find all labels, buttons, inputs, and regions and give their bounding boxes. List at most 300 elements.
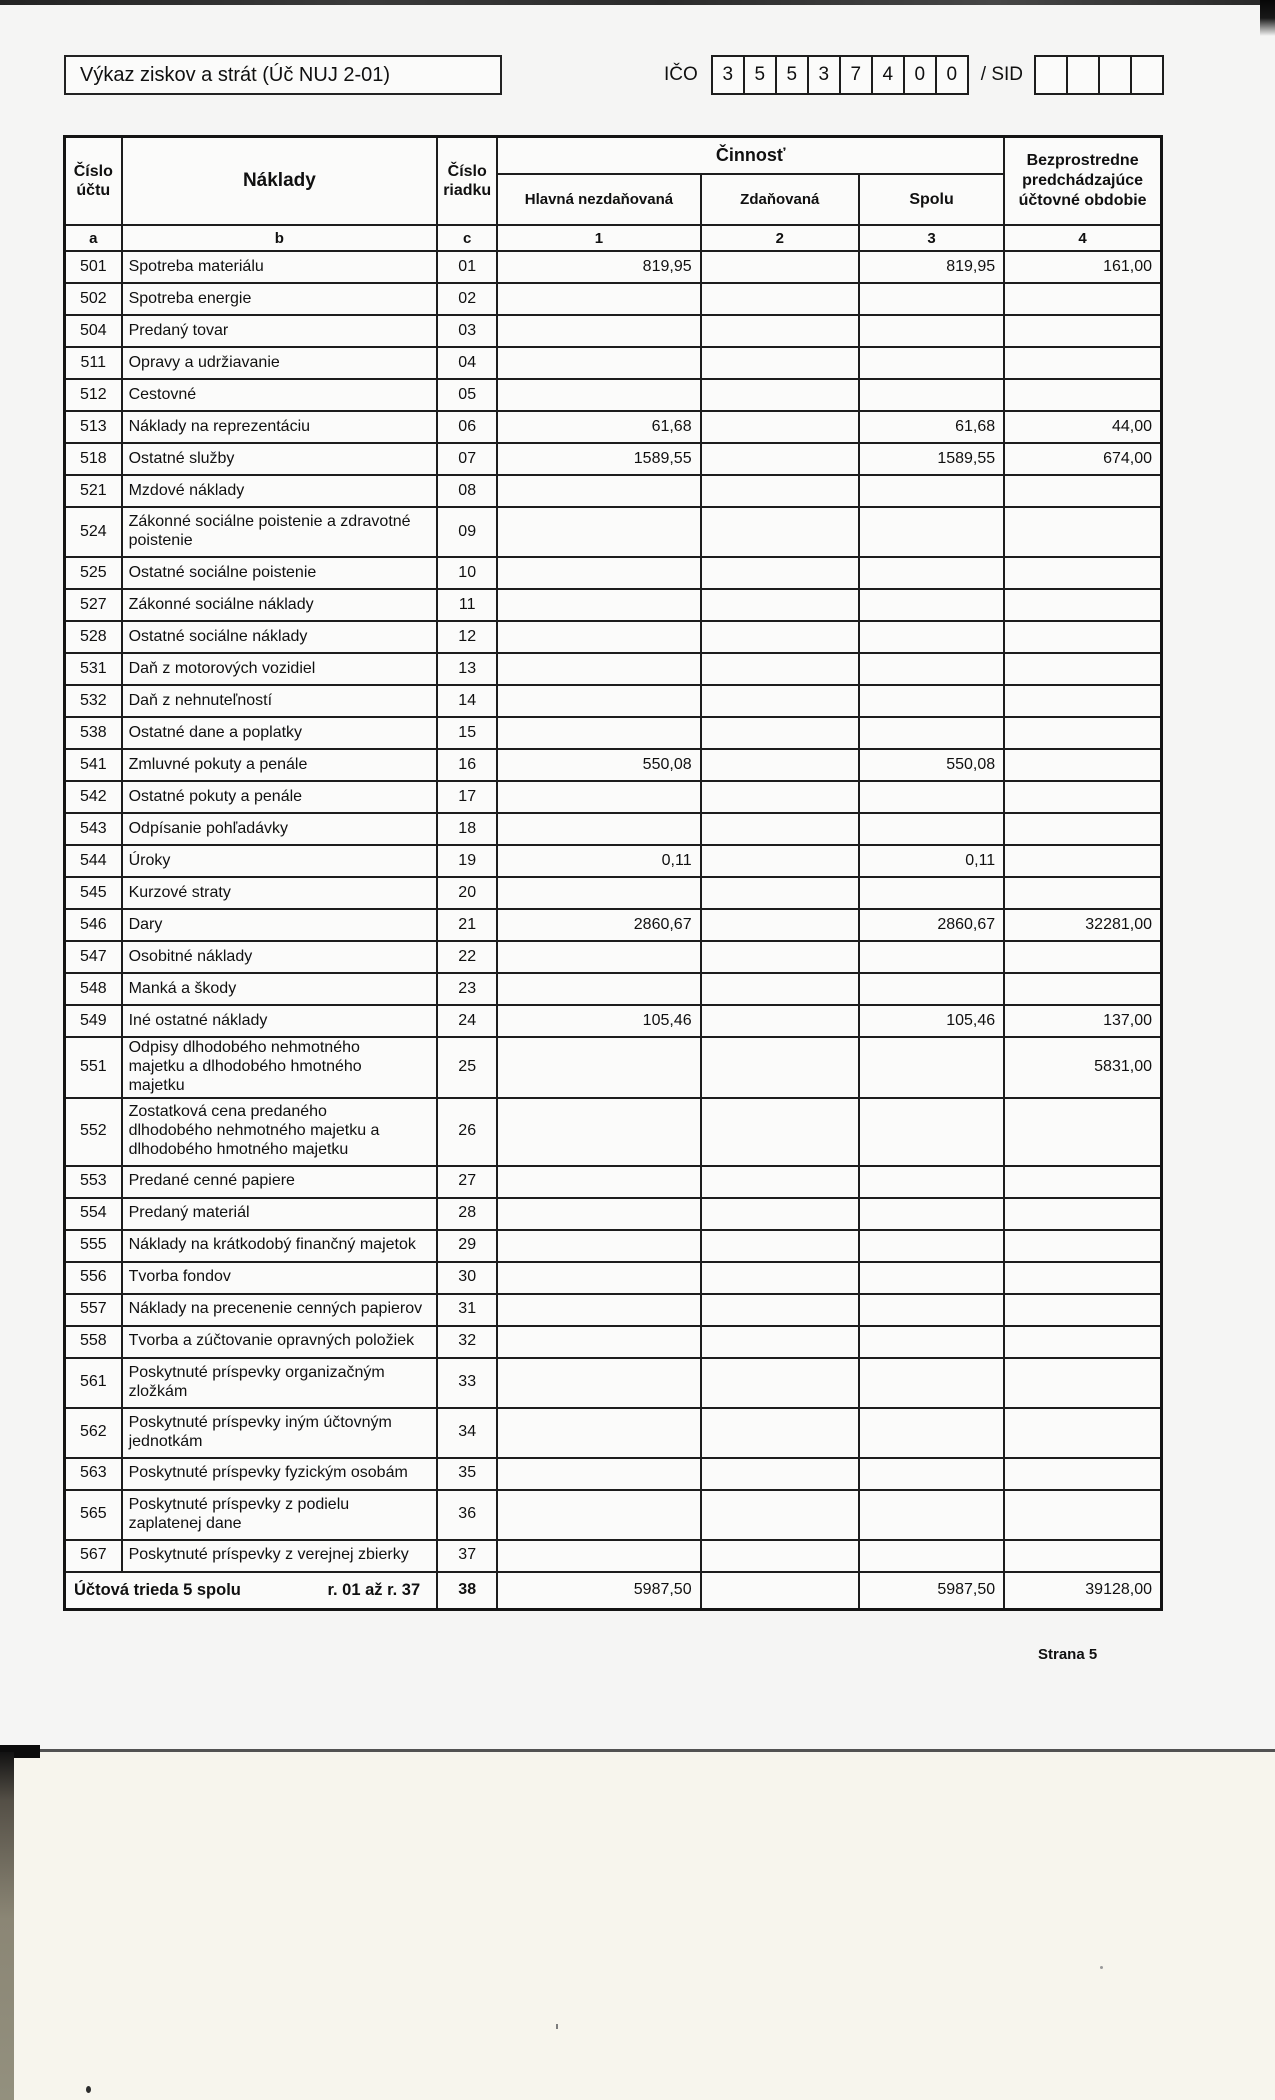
row-number-cell: 36 bbox=[437, 1490, 497, 1540]
account-number-cell: 527 bbox=[65, 589, 122, 621]
main-activity-value-cell bbox=[497, 877, 700, 909]
taxed-activity-value-cell bbox=[701, 1037, 859, 1098]
taxed-activity-value-cell bbox=[701, 1198, 859, 1230]
expense-label-cell: Zákonné sociálne náklady bbox=[122, 589, 438, 621]
table-row bbox=[65, 813, 1162, 845]
main-activity-value-cell bbox=[497, 315, 700, 347]
activity-total-value-cell bbox=[859, 1408, 1004, 1458]
main-activity-value-cell bbox=[497, 589, 700, 621]
main-activity-value-cell bbox=[497, 475, 700, 507]
prev-period-value-cell bbox=[1004, 1166, 1161, 1198]
row-number-cell: 18 bbox=[437, 813, 497, 845]
account-number-cell: 557 bbox=[65, 1294, 122, 1326]
account-number-cell: 552 bbox=[65, 1098, 122, 1166]
main-activity-value-cell: 550,08 bbox=[497, 749, 700, 781]
ico-digit-box: 7 bbox=[839, 55, 873, 95]
expense-label-cell: Iné ostatné náklady bbox=[122, 1005, 438, 1037]
taxed-activity-value-cell bbox=[701, 717, 859, 749]
taxed-activity-value-cell bbox=[701, 1540, 859, 1572]
row-number-cell: 07 bbox=[437, 443, 497, 475]
table-row bbox=[65, 251, 1162, 283]
taxed-activity-value-cell bbox=[701, 1490, 859, 1540]
table-row bbox=[65, 379, 1162, 411]
activity-total-value-cell bbox=[859, 347, 1004, 379]
column-letter: 3 bbox=[859, 225, 1004, 251]
table-row bbox=[65, 1005, 1162, 1037]
scan-artifact-speck bbox=[86, 2086, 91, 2093]
activity-total-value-cell: 2860,67 bbox=[859, 909, 1004, 941]
account-number-cell: 545 bbox=[65, 877, 122, 909]
table-row bbox=[65, 443, 1162, 475]
prev-period-value-cell: 44,00 bbox=[1004, 411, 1161, 443]
prev-period-value-cell: 32281,00 bbox=[1004, 909, 1161, 941]
activity-total-value-cell bbox=[859, 813, 1004, 845]
sid-box bbox=[1034, 55, 1068, 95]
expense-label-cell: Zostatková cena predaného dlhodobého nehmotného majetku a dlhodobého hmotného majetku bbox=[122, 1098, 438, 1166]
expense-label-cell: Poskytnuté príspevky z podielu zaplatenej dane bbox=[122, 1490, 438, 1540]
taxed-activity-value-cell bbox=[701, 909, 859, 941]
taxed-activity-value-cell bbox=[701, 507, 859, 557]
table-row bbox=[65, 1230, 1162, 1262]
account-number-cell: 532 bbox=[65, 685, 122, 717]
taxed-activity-value-cell bbox=[701, 1458, 859, 1490]
account-number-cell: 553 bbox=[65, 1166, 122, 1198]
expense-label-cell: Tvorba a zúčtovanie opravných položiek bbox=[122, 1326, 438, 1358]
header-activity-taxed: Zdaňovaná bbox=[701, 174, 859, 225]
taxed-activity-value-cell bbox=[701, 379, 859, 411]
row-number-cell: 14 bbox=[437, 685, 497, 717]
table-row bbox=[65, 781, 1162, 813]
expense-label-cell: Ostatné sociálne náklady bbox=[122, 621, 438, 653]
row-number-cell: 31 bbox=[437, 1294, 497, 1326]
main-activity-value-cell bbox=[497, 941, 700, 973]
expense-label-cell: Ostatné sociálne poistenie bbox=[122, 557, 438, 589]
activity-total-value-cell bbox=[859, 717, 1004, 749]
prev-period-value-cell bbox=[1004, 315, 1161, 347]
activity-total-value-cell bbox=[859, 283, 1004, 315]
expense-label-cell: Náklady na krátkodobý finančný majetok bbox=[122, 1230, 438, 1262]
taxed-activity-value-cell bbox=[701, 589, 859, 621]
prev-period-value-cell bbox=[1004, 1294, 1161, 1326]
expense-label-cell: Ostatné služby bbox=[122, 443, 438, 475]
header-activity-total: Spolu bbox=[859, 174, 1004, 225]
account-number-cell: 546 bbox=[65, 909, 122, 941]
prev-period-value-cell bbox=[1004, 749, 1161, 781]
prev-period-value-cell bbox=[1004, 1230, 1161, 1262]
main-activity-value-cell bbox=[497, 1490, 700, 1540]
taxed-activity-value-cell bbox=[701, 813, 859, 845]
ico-digit-box: 0 bbox=[935, 55, 969, 95]
taxed-activity-value-cell bbox=[701, 557, 859, 589]
row-number-cell: 01 bbox=[437, 251, 497, 283]
expense-label-cell: Poskytnuté príspevky iným účtovným jednotkám bbox=[122, 1408, 438, 1458]
expense-label-cell: Spotreba materiálu bbox=[122, 251, 438, 283]
activity-total-value-cell bbox=[859, 1262, 1004, 1294]
activity-total-value-cell bbox=[859, 877, 1004, 909]
main-activity-value-cell bbox=[497, 1098, 700, 1166]
account-number-cell: 513 bbox=[65, 411, 122, 443]
taxed-activity-value-cell bbox=[701, 685, 859, 717]
activity-total-value-cell bbox=[859, 1294, 1004, 1326]
row-number-cell: 35 bbox=[437, 1458, 497, 1490]
row-number-cell: 10 bbox=[437, 557, 497, 589]
ico-digit-boxes bbox=[711, 55, 969, 95]
row-number-cell: 22 bbox=[437, 941, 497, 973]
total-label-cell bbox=[65, 1572, 438, 1610]
total-main-value-cell: 5987,50 bbox=[497, 1572, 700, 1610]
prev-period-value-cell bbox=[1004, 1490, 1161, 1540]
activity-total-value-cell: 0,11 bbox=[859, 845, 1004, 877]
column-letter: 2 bbox=[701, 225, 859, 251]
row-number-cell: 27 bbox=[437, 1166, 497, 1198]
prev-period-value-cell bbox=[1004, 557, 1161, 589]
prev-period-value-cell bbox=[1004, 1198, 1161, 1230]
row-number-cell: 02 bbox=[437, 283, 497, 315]
table-row bbox=[65, 1098, 1162, 1166]
account-number-cell: 502 bbox=[65, 283, 122, 315]
account-number-cell: 563 bbox=[65, 1458, 122, 1490]
main-activity-value-cell bbox=[497, 1230, 700, 1262]
expense-table-header bbox=[65, 137, 1162, 252]
taxed-activity-value-cell bbox=[701, 653, 859, 685]
main-activity-value-cell bbox=[497, 283, 700, 315]
taxed-activity-value-cell bbox=[701, 621, 859, 653]
account-number-cell: 531 bbox=[65, 653, 122, 685]
table-row bbox=[65, 685, 1162, 717]
expense-label-cell: Poskytnuté príspevky z verejnej zbierky bbox=[122, 1540, 438, 1572]
expense-label-cell: Cestovné bbox=[122, 379, 438, 411]
scan-artifact-speck bbox=[1100, 1966, 1103, 1969]
table-row bbox=[65, 653, 1162, 685]
expense-label-cell: Predaný materiál bbox=[122, 1198, 438, 1230]
main-activity-value-cell bbox=[497, 1358, 700, 1408]
column-letter: b bbox=[122, 225, 438, 251]
activity-total-value-cell bbox=[859, 1198, 1004, 1230]
taxed-activity-value-cell bbox=[701, 283, 859, 315]
taxed-activity-value-cell bbox=[701, 1230, 859, 1262]
prev-period-value-cell: 137,00 bbox=[1004, 1005, 1161, 1037]
activity-total-value-cell bbox=[859, 973, 1004, 1005]
expense-label-cell: Ostatné dane a poplatky bbox=[122, 717, 438, 749]
total-prev-value-cell: 39128,00 bbox=[1004, 1572, 1161, 1610]
taxed-activity-value-cell bbox=[701, 1408, 859, 1458]
header-activity-main: Hlavná nezdaňovaná bbox=[497, 174, 700, 225]
account-number-cell: 543 bbox=[65, 813, 122, 845]
account-number-cell: 549 bbox=[65, 1005, 122, 1037]
account-number-cell: 504 bbox=[65, 315, 122, 347]
activity-total-value-cell bbox=[859, 1540, 1004, 1572]
prev-period-value-cell bbox=[1004, 685, 1161, 717]
table-row bbox=[65, 1198, 1162, 1230]
taxed-activity-value-cell bbox=[701, 1294, 859, 1326]
row-number-cell: 34 bbox=[437, 1408, 497, 1458]
main-activity-value-cell: 61,68 bbox=[497, 411, 700, 443]
account-number-cell: 567 bbox=[65, 1540, 122, 1572]
total-label: Účtová trieda 5 spolu bbox=[74, 1580, 241, 1599]
row-number-cell: 30 bbox=[437, 1262, 497, 1294]
prev-period-value-cell bbox=[1004, 1326, 1161, 1358]
ico-digit-box: 4 bbox=[871, 55, 905, 95]
prev-period-value-cell bbox=[1004, 475, 1161, 507]
table-row bbox=[65, 475, 1162, 507]
prev-period-value-cell bbox=[1004, 507, 1161, 557]
ico-digit-box: 5 bbox=[743, 55, 777, 95]
table-row bbox=[65, 283, 1162, 315]
account-number-cell: 518 bbox=[65, 443, 122, 475]
table-row bbox=[65, 845, 1162, 877]
expense-label-cell: Daň z nehnuteľností bbox=[122, 685, 438, 717]
main-activity-value-cell bbox=[497, 973, 700, 1005]
expense-label-cell: Náklady na reprezentáciu bbox=[122, 411, 438, 443]
main-activity-value-cell bbox=[497, 685, 700, 717]
taxed-activity-value-cell bbox=[701, 749, 859, 781]
account-number-cell: 544 bbox=[65, 845, 122, 877]
main-activity-value-cell bbox=[497, 1458, 700, 1490]
taxed-activity-value-cell bbox=[701, 1098, 859, 1166]
table-row bbox=[65, 1326, 1162, 1358]
expense-label-cell: Úroky bbox=[122, 845, 438, 877]
table-row bbox=[65, 1490, 1162, 1540]
main-activity-value-cell bbox=[497, 653, 700, 685]
expense-label-cell: Zmluvné pokuty a penále bbox=[122, 749, 438, 781]
table-row bbox=[65, 1294, 1162, 1326]
activity-total-value-cell bbox=[859, 653, 1004, 685]
row-number-cell: 12 bbox=[437, 621, 497, 653]
sid-boxes bbox=[1034, 55, 1164, 95]
activity-total-value-cell bbox=[859, 1037, 1004, 1098]
account-number-cell: 525 bbox=[65, 557, 122, 589]
account-number-cell: 562 bbox=[65, 1408, 122, 1458]
main-activity-value-cell bbox=[497, 1540, 700, 1572]
ico-digit-box: 5 bbox=[775, 55, 809, 95]
prev-period-value-cell: 674,00 bbox=[1004, 443, 1161, 475]
row-number-cell: 37 bbox=[437, 1540, 497, 1572]
expense-label-cell: Spotreba energie bbox=[122, 283, 438, 315]
taxed-activity-value-cell bbox=[701, 347, 859, 379]
taxed-activity-value-cell bbox=[701, 941, 859, 973]
row-number-cell: 16 bbox=[437, 749, 497, 781]
account-number-cell: 554 bbox=[65, 1198, 122, 1230]
row-number-cell: 11 bbox=[437, 589, 497, 621]
main-activity-value-cell bbox=[497, 507, 700, 557]
prev-period-value-cell bbox=[1004, 283, 1161, 315]
expense-label-cell: Ostatné pokuty a penále bbox=[122, 781, 438, 813]
prev-period-value-cell bbox=[1004, 781, 1161, 813]
table-row bbox=[65, 507, 1162, 557]
expense-table-footer bbox=[65, 1572, 1162, 1610]
account-number-cell: 541 bbox=[65, 749, 122, 781]
row-number-cell: 09 bbox=[437, 507, 497, 557]
header-expenses: Náklady bbox=[122, 137, 438, 226]
table-row bbox=[65, 1262, 1162, 1294]
column-letter: 1 bbox=[497, 225, 700, 251]
ico-digit-box: 3 bbox=[807, 55, 841, 95]
prev-period-value-cell: 161,00 bbox=[1004, 251, 1161, 283]
activity-total-value-cell bbox=[859, 1230, 1004, 1262]
expense-label-cell: Osobitné náklady bbox=[122, 941, 438, 973]
total-taxed-value-cell bbox=[701, 1572, 859, 1610]
main-activity-value-cell bbox=[497, 557, 700, 589]
main-activity-value-cell: 0,11 bbox=[497, 845, 700, 877]
page-number: Strana 5 bbox=[1038, 1646, 1098, 1663]
activity-total-value-cell: 105,46 bbox=[859, 1005, 1004, 1037]
prev-period-value-cell bbox=[1004, 1098, 1161, 1166]
activity-total-value-cell bbox=[859, 507, 1004, 557]
account-number-cell: 511 bbox=[65, 347, 122, 379]
table-row bbox=[65, 973, 1162, 1005]
activity-total-value-cell bbox=[859, 1458, 1004, 1490]
table-row bbox=[65, 1358, 1162, 1408]
scan-artifact-speck bbox=[556, 2024, 558, 2029]
main-activity-value-cell bbox=[497, 1294, 700, 1326]
header-account-no: Číslo účtu bbox=[65, 137, 122, 226]
prev-period-value-cell bbox=[1004, 1458, 1161, 1490]
activity-total-value-cell bbox=[859, 1098, 1004, 1166]
prev-period-value-cell bbox=[1004, 845, 1161, 877]
prev-period-value-cell bbox=[1004, 653, 1161, 685]
prev-period-value-cell bbox=[1004, 621, 1161, 653]
main-activity-value-cell bbox=[497, 1037, 700, 1098]
prev-period-value-cell bbox=[1004, 589, 1161, 621]
account-number-cell: 512 bbox=[65, 379, 122, 411]
account-number-cell: 528 bbox=[65, 621, 122, 653]
taxed-activity-value-cell bbox=[701, 1166, 859, 1198]
total-row bbox=[65, 1572, 1162, 1610]
table-row bbox=[65, 411, 1162, 443]
main-activity-value-cell bbox=[497, 1166, 700, 1198]
main-activity-value-cell bbox=[497, 1326, 700, 1358]
ico-digit-box: 0 bbox=[903, 55, 937, 95]
header-activity: Činnosť bbox=[497, 137, 1004, 175]
main-activity-value-cell bbox=[497, 1198, 700, 1230]
scan-artifact-top-strip bbox=[0, 0, 1275, 5]
expense-label-cell: Poskytnuté príspevky organizačným zložkám bbox=[122, 1358, 438, 1408]
main-activity-value-cell bbox=[497, 347, 700, 379]
table-row bbox=[65, 749, 1162, 781]
prev-period-value-cell bbox=[1004, 1540, 1161, 1572]
form-title: Výkaz ziskov a strát (Úč NUJ 2-01) bbox=[80, 63, 391, 86]
expense-label-cell: Náklady na precenenie cenných papierov bbox=[122, 1294, 438, 1326]
expense-label-cell: Mzdové náklady bbox=[122, 475, 438, 507]
header-prev-period: Bezprostredne predchádzajúce účtovné obdobie bbox=[1004, 137, 1161, 226]
total-total-value-cell: 5987,50 bbox=[859, 1572, 1004, 1610]
activity-total-value-cell bbox=[859, 475, 1004, 507]
sid-box bbox=[1130, 55, 1164, 95]
table-row bbox=[65, 589, 1162, 621]
row-number-cell: 17 bbox=[437, 781, 497, 813]
activity-total-value-cell bbox=[859, 557, 1004, 589]
main-activity-value-cell: 1589,55 bbox=[497, 443, 700, 475]
activity-total-value-cell bbox=[859, 589, 1004, 621]
row-number-cell: 04 bbox=[437, 347, 497, 379]
prev-period-value-cell bbox=[1004, 1358, 1161, 1408]
main-activity-value-cell bbox=[497, 621, 700, 653]
prev-period-value-cell bbox=[1004, 379, 1161, 411]
table-row bbox=[65, 1037, 1162, 1098]
sid-label: / SID bbox=[980, 64, 1024, 85]
row-number-cell: 28 bbox=[437, 1198, 497, 1230]
taxed-activity-value-cell bbox=[701, 475, 859, 507]
expense-table bbox=[63, 135, 1163, 1611]
account-number-cell: 555 bbox=[65, 1230, 122, 1262]
row-number-cell: 26 bbox=[437, 1098, 497, 1166]
row-number-cell: 19 bbox=[437, 845, 497, 877]
account-number-cell: 558 bbox=[65, 1326, 122, 1358]
table-row bbox=[65, 315, 1162, 347]
prev-period-value-cell bbox=[1004, 1408, 1161, 1458]
ico-section bbox=[664, 55, 1164, 95]
table-row bbox=[65, 1408, 1162, 1458]
main-activity-value-cell bbox=[497, 813, 700, 845]
prev-period-value-cell: 5831,00 bbox=[1004, 1037, 1161, 1098]
row-number-cell: 13 bbox=[437, 653, 497, 685]
table-row bbox=[65, 621, 1162, 653]
taxed-activity-value-cell bbox=[701, 411, 859, 443]
header-row-no: Číslo riadku bbox=[437, 137, 497, 226]
expense-label-cell: Predaný tovar bbox=[122, 315, 438, 347]
taxed-activity-value-cell bbox=[701, 973, 859, 1005]
account-number-cell: 547 bbox=[65, 941, 122, 973]
total-range: r. 01 až r. 37 bbox=[327, 1580, 421, 1599]
table-row bbox=[65, 1540, 1162, 1572]
taxed-activity-value-cell bbox=[701, 315, 859, 347]
main-activity-value-cell bbox=[497, 379, 700, 411]
main-activity-value-cell bbox=[497, 1408, 700, 1458]
activity-total-value-cell: 1589,55 bbox=[859, 443, 1004, 475]
main-activity-value-cell: 105,46 bbox=[497, 1005, 700, 1037]
prev-period-value-cell bbox=[1004, 347, 1161, 379]
expense-label-cell: Tvorba fondov bbox=[122, 1262, 438, 1294]
taxed-activity-value-cell bbox=[701, 443, 859, 475]
activity-total-value-cell: 550,08 bbox=[859, 749, 1004, 781]
sid-box bbox=[1066, 55, 1100, 95]
account-number-cell: 524 bbox=[65, 507, 122, 557]
expense-label-cell: Poskytnuté príspevky fyzickým osobám bbox=[122, 1458, 438, 1490]
main-activity-value-cell bbox=[497, 1262, 700, 1294]
account-number-cell: 565 bbox=[65, 1490, 122, 1540]
taxed-activity-value-cell bbox=[701, 877, 859, 909]
expense-label-cell: Manká a škody bbox=[122, 973, 438, 1005]
prev-period-value-cell bbox=[1004, 973, 1161, 1005]
expense-label-cell: Dary bbox=[122, 909, 438, 941]
activity-total-value-cell bbox=[859, 1326, 1004, 1358]
table-row bbox=[65, 557, 1162, 589]
activity-total-value-cell bbox=[859, 621, 1004, 653]
row-number-cell: 29 bbox=[437, 1230, 497, 1262]
activity-total-value-cell bbox=[859, 685, 1004, 717]
column-letter: a bbox=[65, 225, 122, 251]
prev-period-value-cell bbox=[1004, 813, 1161, 845]
table-row bbox=[65, 941, 1162, 973]
scan-artifact-horizontal-line bbox=[0, 1749, 1275, 1752]
column-letter: c bbox=[437, 225, 497, 251]
row-number-cell: 23 bbox=[437, 973, 497, 1005]
row-number-cell: 05 bbox=[437, 379, 497, 411]
account-number-cell: 556 bbox=[65, 1262, 122, 1294]
table-row bbox=[65, 1458, 1162, 1490]
account-number-cell: 521 bbox=[65, 475, 122, 507]
expense-label-cell: Zákonné sociálne poistenie a zdravotné poistenie bbox=[122, 507, 438, 557]
activity-total-value-cell bbox=[859, 781, 1004, 813]
main-activity-value-cell: 2860,67 bbox=[497, 909, 700, 941]
main-activity-value-cell bbox=[497, 781, 700, 813]
scan-artifact-bottom-band bbox=[0, 1752, 1275, 2100]
row-number-cell: 15 bbox=[437, 717, 497, 749]
prev-period-value-cell bbox=[1004, 717, 1161, 749]
activity-total-value-cell bbox=[859, 941, 1004, 973]
expense-label-cell: Predané cenné papiere bbox=[122, 1166, 438, 1198]
row-number-cell: 25 bbox=[437, 1037, 497, 1098]
